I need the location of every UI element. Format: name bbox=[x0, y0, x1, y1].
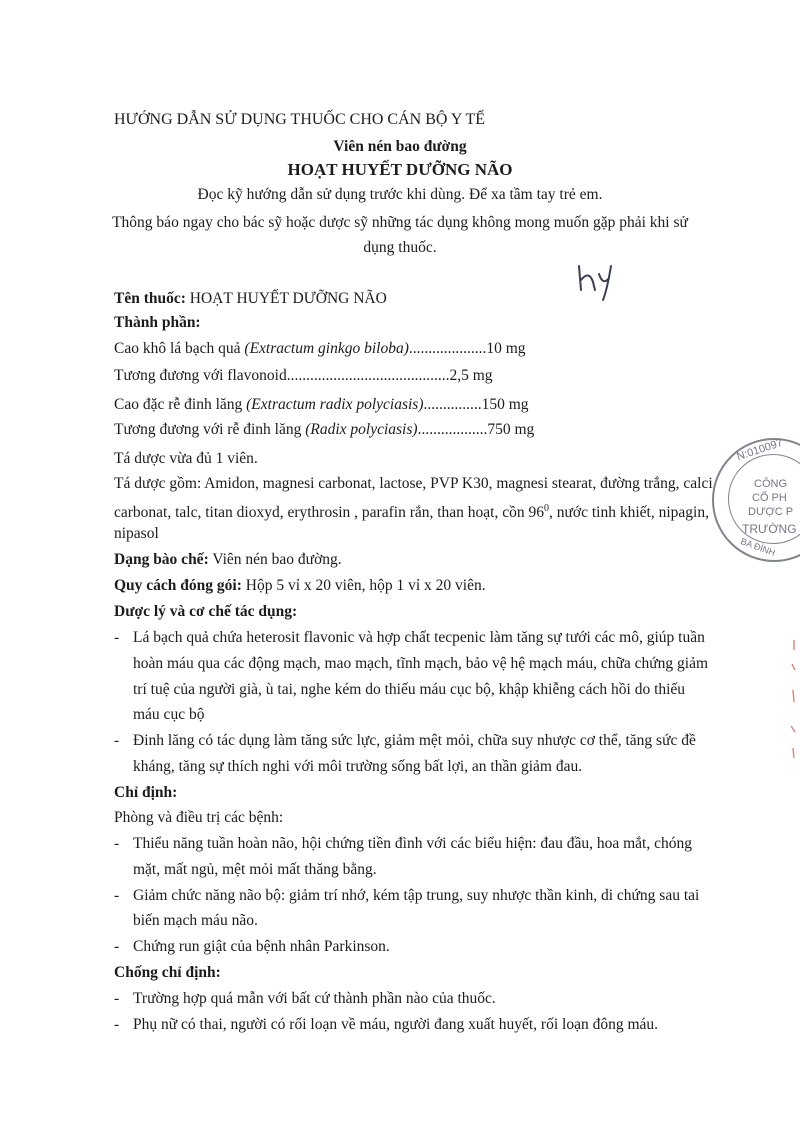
stamp-text: BA ĐÌNH bbox=[739, 536, 777, 558]
packaging-value: Hộp 5 vỉ x 20 viên, hộp 1 vỉ x 20 viên. bbox=[241, 577, 486, 594]
indication-item-line: Chứng run giật của bệnh nhân Parkinson. bbox=[133, 938, 390, 955]
excipients-text: , nước tinh khiết, nipagin, bbox=[549, 504, 709, 522]
contraindication-item-line: Phụ nữ có thai, người có rối loạn về máu, người đang xuất huyết, rối loạn đông máu. bbox=[133, 1016, 659, 1033]
warning-read-instructions: Đọc kỹ hướng dẫn sử dụng trước khi dùng. Để xa tầm tay trẻ em. bbox=[197, 186, 603, 203]
stamp-number: N:010097 bbox=[735, 436, 785, 464]
degree-superscript: 0 bbox=[544, 503, 549, 514]
indication-item-line: biến mạch máu não. bbox=[133, 912, 258, 929]
leader-dots: .................. bbox=[417, 421, 488, 438]
ingredient-name: Tương đương với rễ đinh lăng bbox=[114, 421, 306, 438]
pharmacology-item-line: trí tuệ của người già, ù tai, nghe kém do thiếu máu cục bộ, khập khiễng cách hồi do thiếu bbox=[133, 681, 686, 698]
stamp-text: TRƯỜNG bbox=[742, 522, 797, 536]
stamp-text: CỔ PH bbox=[752, 492, 787, 504]
composition-row bbox=[114, 339, 526, 359]
ingredient-name: Cao khô lá bạch quả bbox=[114, 340, 245, 357]
ingredient-amount: 2,5 mg bbox=[449, 367, 493, 384]
company-stamp bbox=[712, 438, 800, 562]
bullet-dash: - bbox=[114, 835, 120, 852]
bullet-dash: - bbox=[114, 629, 120, 646]
warning-report-effects-line2: dụng thuốc. bbox=[363, 239, 437, 256]
bullet-dash: - bbox=[114, 990, 120, 1007]
stamp-text: CÔNG bbox=[754, 478, 787, 490]
contraindications-heading: Chống chỉ định: bbox=[114, 964, 221, 981]
pharmacology-item-line: hoàn máu qua các động mạch, mao mạch, tĩnh mạch, bảo vệ hệ mạch máu, chữa chứng giảm bbox=[133, 655, 709, 672]
ingredient-name: Tương đương với flavonoid bbox=[114, 367, 287, 384]
packaging-row bbox=[114, 576, 486, 596]
indications-intro: Phòng và điều trị các bệnh: bbox=[114, 809, 284, 826]
document-subtitle: Viên nén bao đường bbox=[333, 138, 467, 155]
handwritten-initials bbox=[573, 260, 621, 302]
indication-item-line: mặt, mất ngủ, mệt mỏi mất thăng bằng. bbox=[133, 861, 377, 878]
composition-heading: Thành phần: bbox=[114, 314, 201, 331]
ingredient-latin: (Extractum ginkgo biloba) bbox=[244, 340, 409, 357]
excipient-sufficient: Tá dược vừa đủ 1 viên. bbox=[114, 450, 258, 467]
drug-name-value: HOẠT HUYẾT DƯỠNG NÃO bbox=[185, 290, 387, 307]
excipients-text: carbonat, talc, titan dioxyd, erythrosin , parafin rắn, than hoạt, cồn 96 bbox=[114, 504, 544, 522]
ingredient-latin: (Radix polyciasis) bbox=[305, 421, 418, 438]
leader-dots: ............... bbox=[423, 396, 482, 413]
bullet-dash: - bbox=[114, 938, 120, 955]
red-edge-marks bbox=[788, 640, 798, 760]
drug-name-row bbox=[114, 289, 387, 309]
pharmacology-heading: Dược lý và cơ chế tác dụng: bbox=[114, 603, 298, 620]
dosage-form-row bbox=[114, 550, 342, 570]
document-title: HƯỚNG DẪN SỬ DỤNG THUỐC CHO CÁN BỘ Y TẾ bbox=[114, 111, 486, 128]
leader-dots: .......................................... bbox=[286, 367, 450, 384]
composition-row bbox=[114, 395, 529, 415]
indication-item-line: Giảm chức năng não bộ: giảm trí nhớ, kém tập trung, suy nhược thần kinh, di chứng sau tai bbox=[133, 887, 700, 904]
dosage-form-label: Dạng bào chế: bbox=[114, 551, 209, 568]
dosage-form-value: Viên nén bao đường. bbox=[208, 551, 342, 568]
pharmacology-item-line: Đinh lăng có tác dụng làm tăng sức lực, giảm mệt mỏi, chữa suy nhược cơ thể, tăng sức đề bbox=[133, 732, 696, 749]
indications-heading: Chỉ định: bbox=[114, 784, 178, 801]
product-title: HOẠT HUYẾT DƯỠNG NÃO bbox=[287, 160, 513, 179]
stamp-text: DƯỢC P bbox=[748, 506, 794, 518]
warning-report-effects-line1: Thông báo ngay cho bác sỹ hoặc dược sỹ những tác dụng không mong muốn gặp phải khi sử bbox=[112, 214, 688, 231]
leader-dots: .................... bbox=[408, 340, 487, 357]
ingredient-amount: 750 mg bbox=[487, 421, 535, 438]
indication-item-line: Thiểu năng tuần hoàn não, hội chứng tiền đình với các biểu hiện: đau đầu, hoa mắt, chóng bbox=[133, 835, 692, 852]
composition-row bbox=[114, 420, 534, 440]
excipients-line2 bbox=[114, 499, 709, 523]
bullet-dash: - bbox=[114, 1016, 120, 1033]
packaging-label: Quy cách đóng gói: bbox=[114, 577, 242, 594]
ingredient-latin: (Extractum radix polyciasis) bbox=[246, 396, 424, 413]
ingredient-name: Cao đặc rễ đinh lăng bbox=[114, 396, 247, 413]
pharmacology-item-line: máu cục bộ bbox=[133, 706, 205, 723]
ingredient-amount: 150 mg bbox=[481, 396, 529, 413]
composition-row bbox=[114, 366, 493, 386]
bullet-dash: - bbox=[114, 887, 120, 904]
drug-name-label: Tên thuốc: bbox=[114, 290, 186, 307]
excipients-line1: Tá dược gồm: Amidon, magnesi carbonat, lactose, PVP K30, magnesi stearat, đường trắng, calci bbox=[114, 475, 713, 492]
pharmacology-item-line: Lá bạch quả chứa heterosit flavonic và hợp chất tecpenic làm tăng sự tưới các mô, giúp tuần bbox=[133, 629, 705, 646]
excipients-line3: nipasol bbox=[114, 525, 159, 542]
pharmacology-item-line: kháng, tăng sự thích nghi với môi trường sống bất lợi, an thần giảm đau. bbox=[133, 758, 583, 775]
ingredient-amount: 10 mg bbox=[486, 340, 526, 357]
contraindication-item-line: Trường hợp quá mẫn với bất cứ thành phần nào của thuốc. bbox=[133, 990, 496, 1007]
bullet-dash: - bbox=[114, 732, 120, 749]
